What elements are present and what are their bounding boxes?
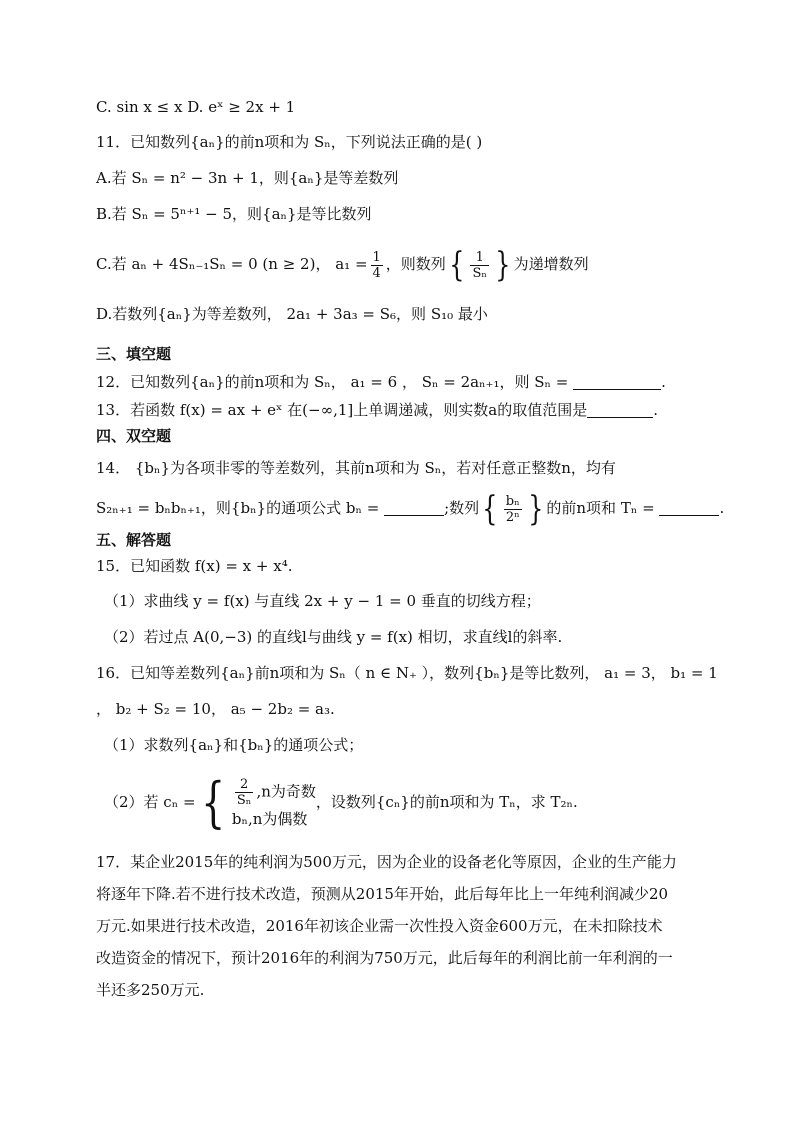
question-15-part-1: （1）求曲线 y = f(x) 与直线 2x + y − 1 = 0 垂直的切线方程； <box>104 592 541 610</box>
piecewise-cases <box>232 777 316 830</box>
fraction-one-quarter: $\frac{1}{4}$ <box>372 249 381 281</box>
case-even: bₙ,n为偶数 <box>231 809 308 828</box>
question-16-conditions: ， b₂ + S₂ = 10， a₅ − 2b₂ = a₃. <box>96 700 335 718</box>
question-17-line-4: 改造资金的情况下，预计2016年的利润为750万元，此后每年的利润比前一年利润的一 <box>96 949 673 967</box>
q10-options-cd: C. sin x ≤ x D. eˣ ≥ 2x + 1 <box>96 98 296 116</box>
q11c-text-post: 为递增数列 <box>513 255 589 273</box>
left-brace-glyph: { <box>449 245 465 285</box>
answer-blank-14b[interactable] <box>659 499 719 516</box>
section-heading-solutions: 五、解答题 <box>96 531 172 549</box>
q11c-text-mid: ，则数列 <box>385 255 446 273</box>
question-16-stem: 16．已知等差数列{aₙ}前n项和为 Sₙ（ n ∈ N₊ ），数列{bₙ}是等比数列， a₁ = 3， b₁ = 1 <box>96 664 718 682</box>
question-16-part-2: （2）若 cₙ ={ $\frac{2}{\text{Sₙ}}$ ,n为奇数 bₙ,n为偶数 ，设数列{cₙ}的前n项和为 Tₙ，求 T₂ₙ. <box>104 771 578 834</box>
question-15-stem: 15．已知函数 f(x) = x + x⁴. <box>96 557 293 575</box>
left-brace-glyph: { <box>482 489 498 529</box>
answer-blank-12[interactable] <box>573 373 661 390</box>
fraction-bn-over-2n: $\frac{\text{bₙ}}{\text{2ⁿ}}$ <box>505 493 520 525</box>
fraction-reciprocal-sn: $\frac{1}{\text{Sₙ}}$ <box>472 249 487 281</box>
question-15-part-2: （2）若过点 A(0,−3) 的直线l与曲线 y = f(x) 相切，求直线l的斜率. <box>104 628 563 646</box>
question-17-line-1: 17．某企业2015年的纯利润为500万元，因为企业的设备老化等原因，企业的生产能力 <box>96 853 677 871</box>
question-14-line2: S₂ₙ₊₁ = bₙbₙ₊₁，则{bₙ}的通项公式 bₙ = ;数列{ $\frac{\text{bₙ}}{\text{2ⁿ}}$ } 的前n项和 Tₙ = . <box>96 489 725 529</box>
question-11-option-a: A.若 Sₙ = n² − 3n + 1，则{aₙ}是等差数列 <box>96 169 399 187</box>
q11c-text-pre: C.若 aₙ + 4Sₙ₋₁Sₙ = 0 (n ≥ 2)， a₁ = <box>96 255 368 273</box>
question-11-option-c <box>96 244 589 284</box>
question-17-line-5: 半还多250万元. <box>96 981 205 999</box>
question-17-line-3: 万元.如果进行技术改造，2016年初该企业需一次性投入资金600万元，在未扣除技术 <box>96 917 663 935</box>
right-brace-glyph: } <box>495 245 511 285</box>
fraction-2-over-sn: $\frac{2}{\text{Sₙ}}$ <box>236 776 252 808</box>
question-13: 13．若函数 f(x) = ax + eˣ 在(−∞,1]上单调递减，则实数a的取值范围是 . <box>96 401 658 419</box>
section-heading-double-blank: 四、双空题 <box>96 427 172 445</box>
question-12: 12．已知数列{aₙ}的前n项和为 Sₙ， a₁ = 6 ， Sₙ = 2aₙ₊₁，则 Sₙ = . <box>96 373 666 391</box>
question-17-line-2: 将逐年下降.若不进行技术改造，预测从2015年开始，此后每年比上一年纯利润减少20 <box>96 885 669 903</box>
answer-blank-13[interactable] <box>587 401 653 418</box>
question-16-part-1: （1）求数列{aₙ}和{bₙ}的通项公式； <box>104 736 364 754</box>
answer-blank-14a[interactable] <box>384 499 444 516</box>
case-odd: $\frac{2}{\text{Sₙ}}$ ,n为奇数 <box>236 776 316 808</box>
question-14-stem: 14． {bₙ}为各项非零的等差数列，其前n项和为 Sₙ，若对任意正整数n，均有 <box>96 459 616 477</box>
right-brace-glyph: } <box>527 489 544 529</box>
question-11-option-d: D.若数列{aₙ}为等差数列， 2a₁ + 3a₃ = S₆，则 S₁₀ 最小 <box>96 305 488 323</box>
question-11-stem: 11．已知数列{aₙ}的前n项和为 Sₙ，下列说法正确的是( ) <box>96 133 483 151</box>
question-11-option-b: B.若 Sₙ = 5ⁿ⁺¹ − 5，则{aₙ}是等比数列 <box>96 205 372 223</box>
left-brace-glyph: { <box>200 771 225 834</box>
section-heading-fill-blank: 三、填空题 <box>96 345 172 363</box>
